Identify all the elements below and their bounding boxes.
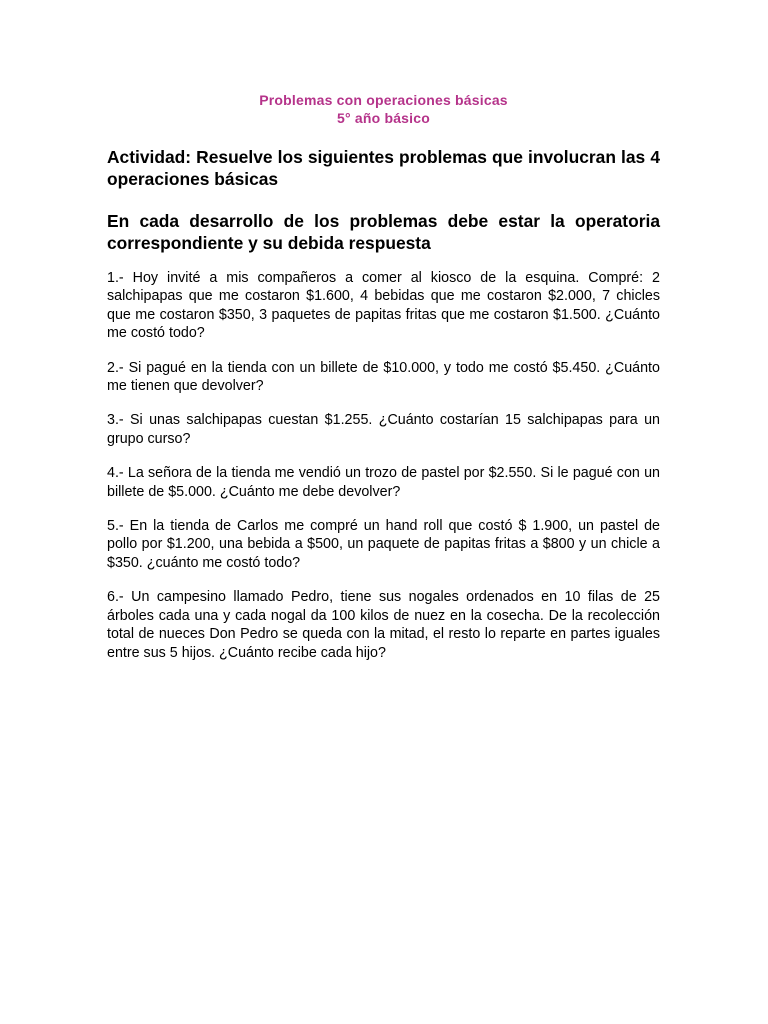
instruction-heading: En cada desarrollo de los problemas debe estar la operatoria correspondiente y su debida respuesta <box>107 211 660 253</box>
document-body <box>107 147 660 678</box>
problem-1: 1.- Hoy invité a mis compañeros a comer al kiosco de la esquina. Compré: 2 salchipapas que me costaron $1.600, 4 bebidas que me costaron $2.000, 7 chicles que me costaron $350, 3 paquetes de papitas fritas que me costaron $1.500. ¿Cuánto me costó todo? <box>107 270 660 342</box>
problem-3: 3.- Si unas salchipapas cuestan $1.255. ¿Cuánto costarían 15 salchipapas para un grupo curso? <box>107 412 660 447</box>
document-title: Problemas con operaciones básicas <box>259 92 508 108</box>
problem-4: 4.- La señora de la tienda me vendió un trozo de pastel por $2.550. Si le pagué con un billete de $5.000. ¿Cuánto me debe devolver? <box>107 465 660 500</box>
problem-5: 5.- En la tienda de Carlos me compré un hand roll que costó $ 1.900, un pastel de pollo por $1.200, una bebida a $500, un paquete de papitas fritas a $800 y un chicle a $350. ¿cuánto me costó todo? <box>107 518 660 571</box>
document-subtitle: 5° año básico <box>336 110 430 126</box>
problem-6: 6.- Un campesino llamado Pedro, tiene sus nogales ordenados en 10 filas de 25 árboles cada una y cada nogal da 100 kilos de nuez en la cosecha. De la recolección total de nueces Don Pedro se queda con la mitad, el resto lo reparte en partes iguales entre sus 5 hijos. ¿Cuánto recibe cada hijo? <box>107 589 660 661</box>
document-header <box>107 91 660 127</box>
activity-heading: Actividad: Resuelve los siguientes problemas que involucran las 4 operaciones básicas <box>107 147 660 189</box>
problem-2: 2.- Si pagué en la tienda con un billete de $10.000, y todo me costó $5.450. ¿Cuánto me tienen que devolver? <box>107 359 660 395</box>
